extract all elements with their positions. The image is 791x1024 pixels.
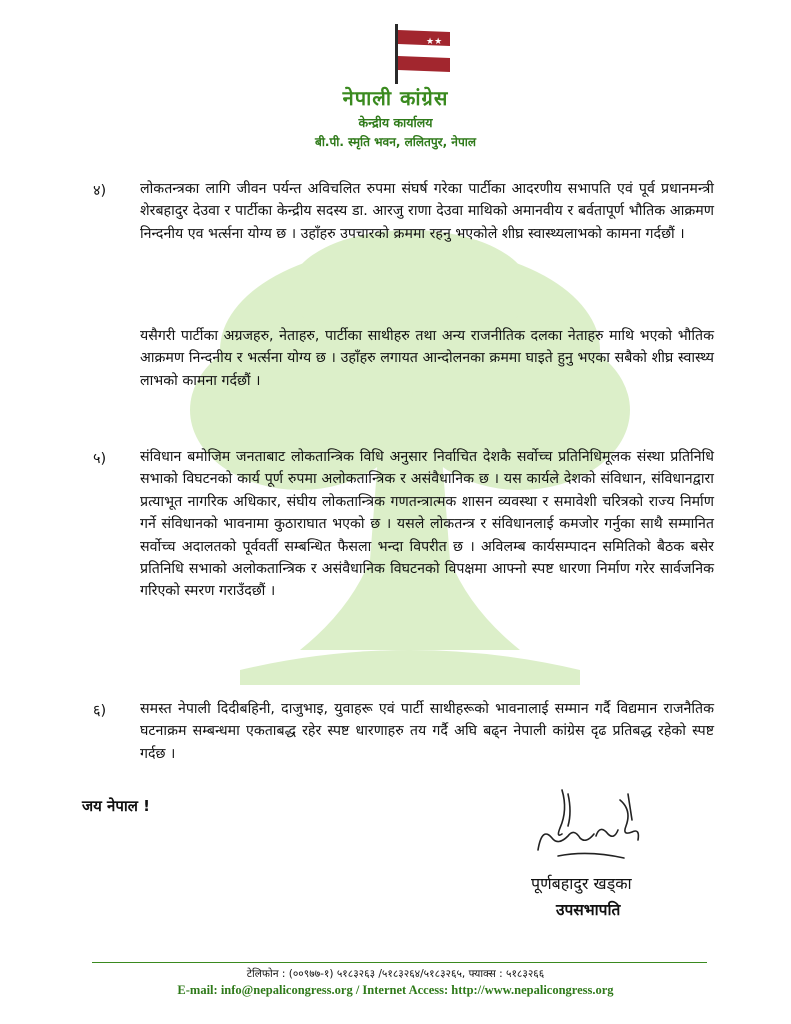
signer-name: पूर्णबहादुर खड्का — [531, 874, 632, 893]
footer-email-web: E-mail: info@nepalicongress.org / Internet Access: http://www.nepalicongress.org — [177, 983, 614, 997]
signer-title: उपसभापति — [556, 901, 621, 919]
paragraph-6: समस्त नेपाली दिदीबहिनी, दाजुभाइ, युवाहरू एवं पार्टी साथीहरूको भावनालाई सम्मान गर्दै विद्यमान राजनैतिक घटनाक्रम सम्बन्धमा एकताबद्ध रहेर स्पष्ट धारणाहरु तय गर्दै अघि बढ्न नेपाली कांग्रेस दृढ प्रतिबद्ध रहेको स्पष्ट गर्दछ । — [140, 701, 714, 762]
svg-text:★★: ★★ — [430, 46, 443, 54]
paragraph-5: संविधान बमोजिम जनताबाट लोकतान्त्रिक विधि अनुसार निर्वाचित देशकै सर्वोच्च प्रतिनिधिमूलक संस्था प्रतिनिधि सभाको विघटनको कार्य पूर्ण रुपमा अलोकतान्त्रिक र असंवैधानिक छ । यस कार्यले देशको संविधान, संविधानद्वारा प्रत्याभूत नागरिक अधिकार, संघीय लोकतान्त्रिक गणतन्त्रात्मक शासन व्यवस्था र समावेशी चरित्रको राज्य निर्माण गर्ने संविधानको भावनामा कुठाराघात भएको छ । यसले लोकतन्त्र र संविधानलाई कमजोर गर्नुका साथै सम्मानित सर्वोच्च अदालतको पूर्ववर्ती सम्बन्धित फैसला भन्दा विपरीत छ । अविलम्ब कार्यसम्पादन समितिको बैठक बसेर प्रतिनिधि सभाको अलोकतान्त्रिक र असंवैधानिक विघटनको विपक्षमा आफ्नो स्पष्ट धारणा निर्माण गरेर सार्वजनिक गरिएको स्मरण गराउँदछौं । — [140, 449, 714, 600]
organization-name: नेपाली कांग्रेस — [342, 86, 449, 110]
item-number-5: ५) — [93, 451, 107, 467]
footer-phone-fax: टेलिफोन : (००९७७-१) ५१८३२६३ /५१८३२६४/५१८३२६५, फ्याक्स : ५१८३२६६ — [246, 968, 545, 980]
closing-salutation: जय नेपाल ! — [82, 797, 151, 815]
paragraph-4a: लोकतन्त्रका लागि जीवन पर्यन्त अविचलित रुपमा संघर्ष गरेका पार्टीका आदरणीय सभापति एवं पूर्व प्रधानमन्त्री शेरबहादुर देउवा र पार्टीका केन्द्रीय सदस्य डा. आरजु राणा देउवा माथिको अमानवीय र बर्वतापूर्ण भौतिक आक्रमण निन्दनीय एव भर्त्सना योग्य छ । उहाँहरु उपचारको क्रममा रहनु भएकोले शीघ्र स्वास्थ्यलाभको कामना गर्दछौं । — [140, 181, 714, 242]
signature — [528, 780, 658, 870]
paragraph-4b: यसैगरी पार्टीका अग्रजहरु, नेताहरु, पार्टीका साथीहरु तथा अन्य राजनीतिक दलका नेताहरु माथि भएको भौतिक आक्रमण निन्दनीय र भर्त्सना योग्य छ । उहाँहरु लगायत आन्दोलनका क्रममा घाइते हुनु भएका सबैको शीघ्र स्वास्थ्य लाभको कामना गर्दछौं । — [140, 328, 714, 389]
footer-divider — [92, 962, 707, 963]
item-number-4: ४) — [93, 183, 107, 199]
item-number-6: ६) — [93, 703, 107, 719]
office-address: बी.पी. स्मृति भवन, ललितपुर, नेपाल — [314, 135, 477, 149]
office-name: केन्द्रीय कार्यालय — [358, 115, 433, 130]
svg-text:★★: ★★ — [426, 37, 443, 47]
party-flag-logo — [392, 24, 454, 84]
